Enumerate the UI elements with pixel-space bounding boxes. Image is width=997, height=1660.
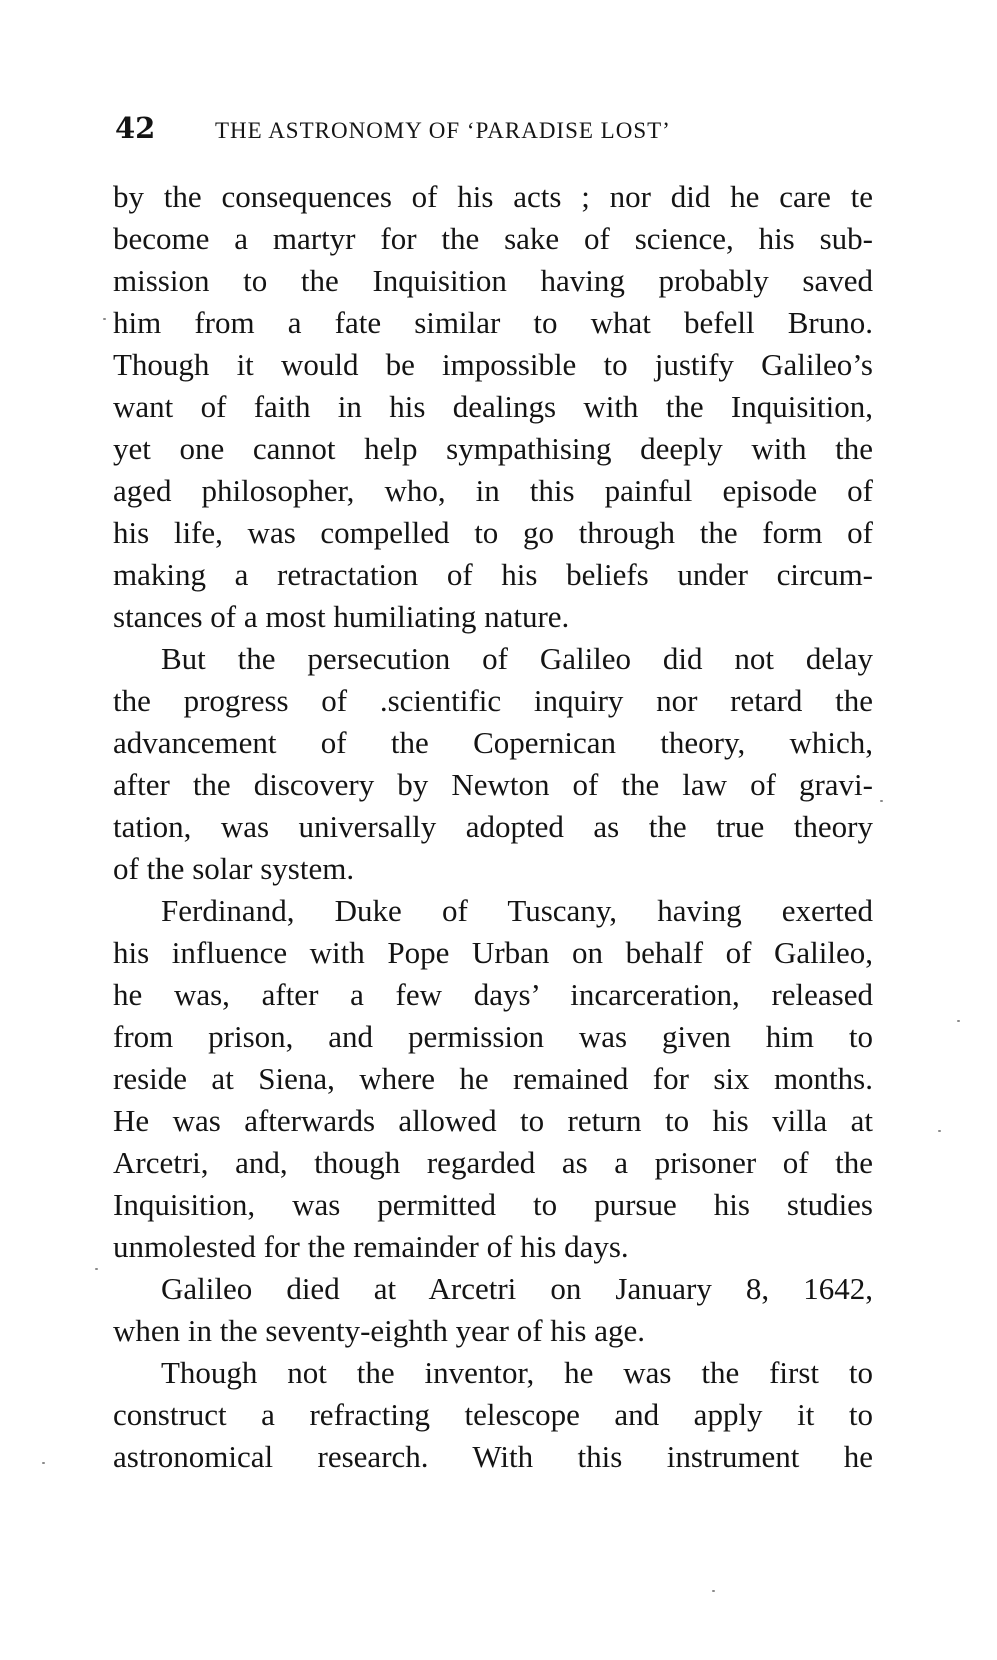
text-line: his influence with Pope Urban on behalf of Galileo,: [113, 935, 873, 970]
text-line: aged philosopher, who, in this painful episode of: [113, 473, 873, 508]
scan-speck: [42, 1462, 45, 1464]
text-line: by the consequences of his acts ; nor did he care te: [113, 179, 873, 214]
paragraph-start-line: Galileo died at Arcetri on January 8, 1642,: [161, 1271, 873, 1306]
scan-speck: [880, 800, 883, 802]
text-line: his life, was compelled to go through the form of: [113, 515, 873, 550]
text-line: Though it would be impossible to justify Galileo’s: [113, 347, 873, 382]
text-line: stances of a most humiliating nature.: [113, 599, 570, 634]
text-line: mission to the Inquisition having probably saved: [113, 263, 873, 298]
text-line: when in the seventy-eighth year of his age.: [113, 1313, 645, 1348]
scan-speck: [103, 318, 106, 320]
text-line: from prison, and permission was given him to: [113, 1019, 873, 1054]
text-line: of the solar system.: [113, 851, 355, 886]
paragraph-start-line: Ferdinand, Duke of Tuscany, having exerted: [161, 893, 873, 928]
text-line: Inquisition, was permitted to pursue his studies: [113, 1187, 873, 1222]
page-number: 42: [115, 111, 156, 145]
paragraph-start-line: But the persecution of Galileo did not delay: [161, 641, 873, 676]
running-title: THE ASTRONOMY OF ‘PARADISE LOST’: [215, 118, 671, 143]
text-line: making a retractation of his beliefs under circum-: [113, 557, 873, 592]
text-line: He was afterwards allowed to return to his villa at: [113, 1103, 873, 1138]
body-text: [113, 176, 873, 1478]
text-line: become a martyr for the sake of science, his sub-: [113, 221, 873, 256]
text-line: after the discovery by Newton of the law of gravi-: [113, 767, 873, 802]
text-line: reside at Siena, where he remained for six months.: [113, 1061, 873, 1096]
text-line: construct a refracting telescope and apply it to: [113, 1397, 873, 1432]
text-line: unmolested for the remainder of his days.: [113, 1229, 629, 1264]
text-line: Arcetri, and, though regarded as a prisoner of the: [113, 1145, 873, 1180]
scan-speck: [957, 1020, 960, 1022]
text-line: advancement of the Copernican theory, which,: [113, 725, 873, 760]
scan-speck: [938, 1130, 941, 1132]
text-line: he was, after a few days’ incarceration, released: [113, 977, 873, 1012]
page-header: [115, 110, 875, 150]
text-line: tation, was universally adopted as the true theory: [113, 809, 873, 844]
scan-speck: [95, 1268, 98, 1270]
text-line: yet one cannot help sympathising deeply with the: [113, 431, 873, 466]
paragraph-start-line: Though not the inventor, he was the first to: [161, 1355, 873, 1390]
text-line: astronomical research. With this instrument he: [113, 1439, 873, 1474]
text-line: want of faith in his dealings with the Inquisition,: [113, 389, 873, 424]
text-line: him from a fate similar to what befell Bruno.: [113, 305, 873, 340]
text-line: the progress of .scientific inquiry nor retard the: [113, 683, 873, 718]
scan-speck: [712, 1590, 715, 1592]
